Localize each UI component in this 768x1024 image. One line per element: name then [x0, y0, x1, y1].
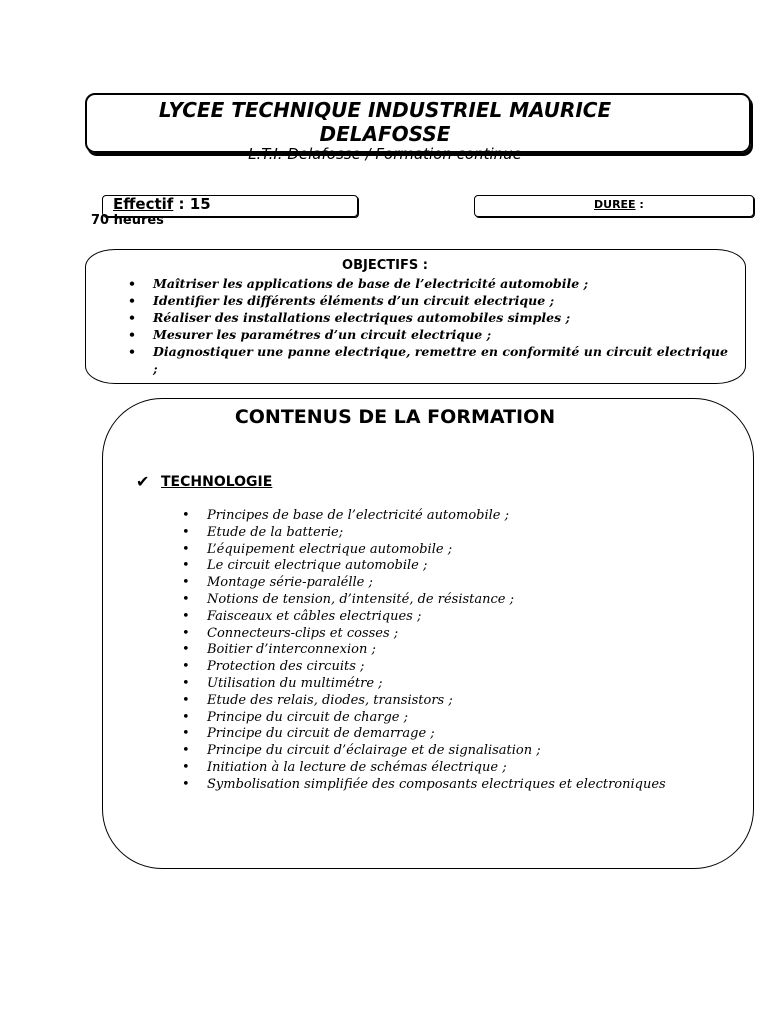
topic-item: • Principe du circuit d’éclairage et de signalisation ;: [182, 743, 742, 760]
checkmark-icon: ✔: [136, 472, 150, 491]
duree-separator: :: [635, 198, 644, 211]
school-name: LYCEE TECHNIQUE INDUSTRIEL MAURICE DELAFOSSE: [158, 98, 612, 146]
topic-item: • Principes de base de l’electricité automobile ;: [182, 508, 742, 525]
objective-item: • Maîtriser les applications de base de l’electricité automobile ;: [128, 275, 728, 292]
contenus-title: CONTENUS DE LA FORMATION: [234, 406, 556, 428]
topic-item: • Protection des circuits ;: [182, 659, 742, 676]
topic-item: • Boitier d’interconnexion ;: [182, 642, 742, 659]
effectif-field: [113, 195, 211, 213]
effectif-value: : 15: [173, 195, 211, 213]
school-subtitle: L.T.I. Delafosse / Formation continue: [248, 145, 522, 163]
objective-item: • Diagnostiquer une panne electrique, remettre en conformité un circuit electrique ;: [128, 343, 728, 377]
duree-label: DUREE: [594, 198, 636, 211]
topic-item: • Principe du circuit de charge ;: [182, 710, 742, 727]
topics-list: [182, 508, 742, 794]
topic-item: • Notions de tension, d’intensité, de résistance ;: [182, 592, 742, 609]
topic-item: • Montage série-paralélle ;: [182, 575, 742, 592]
topic-item: • Connecteurs-clips et cosses ;: [182, 626, 742, 643]
topic-item: • L’équipement electrique automobile ;: [182, 542, 742, 559]
topic-item: • Etude des relais, diodes, transistors ;: [182, 693, 742, 710]
objectives-list: [128, 275, 728, 377]
topic-item: • Initiation à la lecture de schémas électrique ;: [182, 760, 742, 777]
topic-item: • Le circuit electrique automobile ;: [182, 558, 742, 575]
topic-item: • Utilisation du multimétre ;: [182, 676, 742, 693]
objective-item: • Mesurer les paramétres d’un circuit electrique ;: [128, 326, 728, 343]
topic-item: • Faisceaux et câbles electriques ;: [182, 609, 742, 626]
topic-item: • Etude de la batterie;: [182, 525, 742, 542]
section-title-technologie: TECHNOLOGIE: [161, 474, 273, 490]
objective-item: • Identifier les différents éléments d’un circuit electrique ;: [128, 292, 728, 309]
effectif-label: Effectif: [113, 195, 174, 213]
objectifs-title: OBJECTIFS :: [342, 258, 428, 273]
topic-item: • Principe du circuit de demarrage ;: [182, 726, 742, 743]
hours-value: 70 heures: [91, 213, 164, 228]
duree-field: [594, 198, 644, 212]
topic-item: • Symbolisation simplifiée des composants electriques et electroniques: [182, 777, 742, 794]
objective-item: • Réaliser des installations electriques automobiles simples ;: [128, 309, 728, 326]
